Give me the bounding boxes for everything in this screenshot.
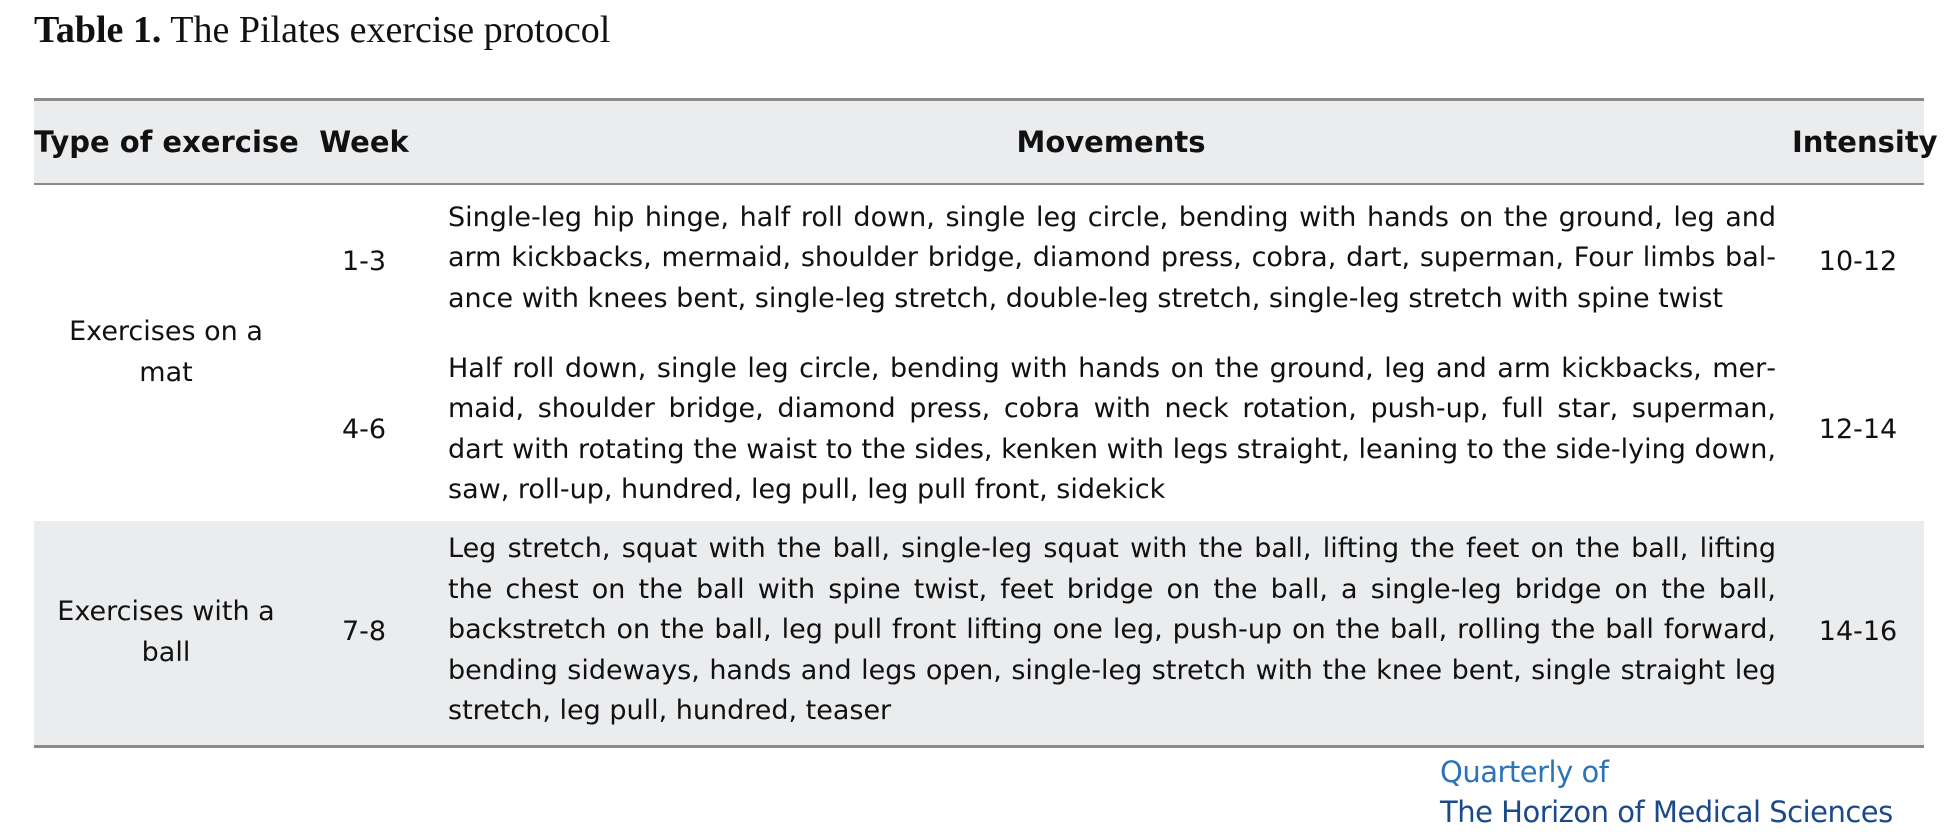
exercise-type-cell: Exercises on a mat — [69, 316, 263, 388]
table-row — [34, 184, 1924, 341]
intensity-cell: 12-14 — [1818, 414, 1898, 446]
intensity-cell: 14-16 — [1818, 616, 1898, 648]
header-week: Week — [298, 100, 430, 184]
table-caption — [34, 6, 610, 54]
movements-cell: Single-leg hip hinge, half roll down, single leg circle, bending with hands on the ground, leg and arm kickbacks, mermaid, shoulder bridge, diamond press, cobra, dart, superman, Four limbs balance with knees bent, single-leg stretch, double-leg stretch, single-leg stretch with spine twist — [448, 201, 1776, 314]
table-row — [34, 341, 1924, 521]
movements-cell: Leg stretch, squat with the ball, single-leg squat with the ball, lifting the feet on the ball, lifting the chest on the ball with spine twist, feet bridge on the ball, a single-leg bridge on the ball, backstretch on the ball, leg pull front lifting one leg, push-up on the ball, rolling the ball forward, bending sideways, hands and legs open, single-leg stretch with the knee bent, single straight leg stretch, leg pull, hundred, teaser — [448, 533, 1776, 727]
pilates-protocol-table — [34, 98, 1938, 748]
journal-logo — [1440, 752, 1893, 832]
week-cell: 4-6 — [341, 414, 387, 446]
table-header-row — [34, 100, 1924, 184]
movements-cell: Half roll down, single leg circle, bending with hands on the ground, leg and arm kickbacks, mermaid, shoulder bridge, diamond press, cobra with neck rotation, push-up, full star, superman, dart with rotating the waist to the sides, kenken with legs straight, leaning to the side-lying down, saw, roll-up, hundred, leg pull, leg pull front, sidekick — [448, 352, 1776, 505]
week-cell: 7-8 — [341, 616, 387, 648]
journal-logo-line1: Quarterly of — [1440, 755, 1609, 789]
exercise-type-cell: Exercises with a ball — [57, 596, 275, 668]
caption-label: Table 1. — [34, 9, 162, 51]
header-intensity: Intensity — [1792, 100, 1924, 184]
journal-logo-line2: The Horizon of Medical Sciences — [1440, 795, 1893, 829]
intensity-cell: 10-12 — [1818, 246, 1898, 278]
caption-title: The Pilates exercise protocol — [170, 9, 611, 51]
header-type-of-exercise: Type of exercise — [34, 100, 298, 184]
table-row — [34, 521, 1924, 747]
week-cell: 1-3 — [341, 246, 387, 278]
header-movements: Movements — [430, 100, 1792, 184]
